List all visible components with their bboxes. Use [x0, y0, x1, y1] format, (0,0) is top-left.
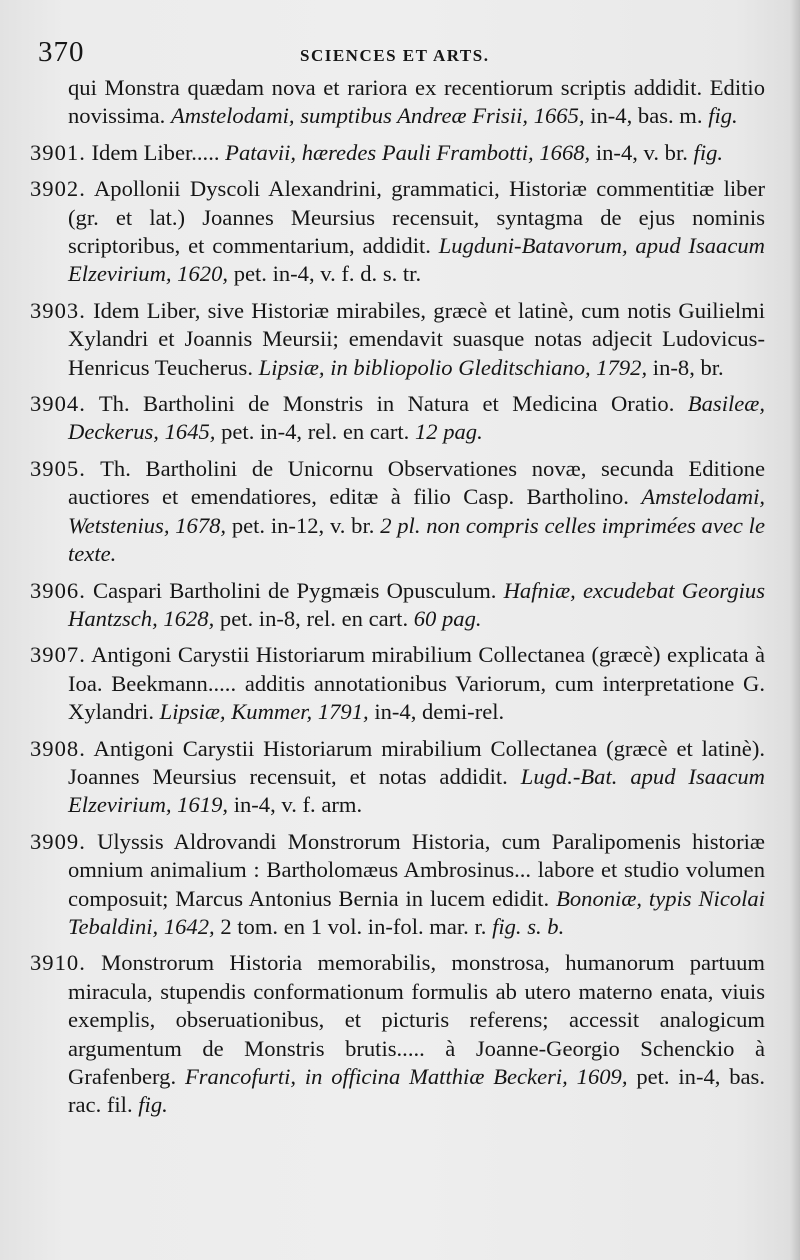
entry-number: 3901.: [30, 139, 86, 165]
entry-note: fig.: [138, 1092, 168, 1118]
entry-imprint: Lugduni-Batavorum, apud Isaacum Elzevirium, 1620,: [68, 233, 765, 287]
catalogue-entry-3906: [30, 577, 765, 634]
entry-title: Apollonii Dyscoli Alexandrini, grammatici, Historiæ commentitiæ liber (gr. et lat.) Joannes Meursius recensuit, syntagma de ejus nominis scriptoribus, et commentarium, addidit.: [68, 176, 765, 259]
entry-details: in-8, br.: [652, 354, 724, 380]
entry-title: Idem Liber.....: [91, 139, 220, 165]
entry-details: pet. in-4, v. f. d. s. tr.: [233, 261, 422, 287]
entry-number: 3910.: [30, 950, 86, 976]
running-title: SCIENCES ET ARTS.: [300, 46, 490, 65]
entry-note: 12 pag.: [414, 419, 483, 445]
entry-details: pet. in-4, bas. rac. fil.: [68, 1064, 766, 1118]
entry-details: in-4, v. br.: [595, 139, 688, 165]
page-edge-shadow: [790, 0, 800, 1260]
page-header: [38, 36, 758, 76]
catalogue-entry-continued: [30, 74, 765, 131]
entry-title: Ulyssis Aldrovandi Monstrorum Historia, cum Paralipomenis historiæ omnium animalium : Bartholomæus Ambrosinus... labore et studio volumen composuit; Marcus Antonius Bernia in lucem edidit.: [68, 828, 765, 911]
entry-number: 3907.: [30, 642, 86, 668]
entry-note: fig. s. b.: [492, 913, 565, 939]
entry-imprint: Francofurti, in officina Matthiæ Beckeri, 1609,: [184, 1064, 628, 1089]
entry-details: in-4, v. f. arm.: [233, 792, 363, 818]
entry-number: 3905.: [30, 455, 86, 481]
entry-title: Idem Liber, sive Historiæ mirabiles, græcè et latinè, cum notis Guilielmi Xylandri et Joannis Meursii; emendavit suasque notas adjecit Ludovicus-Henricus Teucherus.: [68, 297, 765, 380]
entry-title: Th. Bartholini de Monstris in Natura et Medicina Oratio.: [98, 391, 675, 417]
entry-title: Th. Bartholini de Unicornu Observationes novæ, secunda Editione auctiores et emendatiores, editæ à filio Casp. Bartholino.: [68, 455, 765, 510]
entry-details: pet. in-12, v. br.: [231, 512, 375, 538]
entry-number: 3906.: [30, 577, 86, 603]
entry-number: 3903.: [30, 297, 86, 323]
entry-number: 3904.: [30, 391, 86, 417]
entry-imprint: Lipsiæ, in bibliopolio Gleditschiano, 1792,: [258, 354, 648, 380]
entry-title: qui Monstra quædam nova et rariora ex recentiorum scriptis addidit. Editio novissima.: [68, 75, 765, 129]
entry-number: 3902.: [30, 176, 86, 202]
catalogue-entry-3901: [30, 139, 765, 167]
entry-note: fig.: [693, 139, 724, 165]
entry-details: in-4, demi-rel.: [374, 699, 505, 725]
catalogue-entry-3910: [30, 949, 765, 1119]
entry-note: 2 pl. non compris celles imprimées avec le texte.: [68, 512, 765, 567]
entry-note: 60 pag.: [413, 605, 482, 631]
entry-title: Antigoni Carystii Historiarum mirabilium Collectanea (græcè et latinè). Joannes Meursius recensuit, et notas addidit.: [68, 735, 765, 789]
entry-details: in-4, bas. m.: [590, 103, 703, 129]
catalogue-entry-3904: [30, 390, 765, 447]
entry-details: 2 tom. en 1 vol. in-fol. mar. r.: [220, 913, 487, 939]
entry-imprint: Basileæ, Deckerus, 1645,: [68, 391, 765, 445]
entry-details: pet. in-8, rel. en cart.: [219, 605, 409, 631]
entry-details: pet. in-4, rel. en cart.: [221, 419, 410, 445]
entry-number: 3908.: [30, 735, 86, 761]
entry-note: fig.: [708, 103, 738, 129]
entry-number: 3909.: [30, 828, 86, 854]
catalogue-entry-3903: [30, 297, 765, 382]
catalogue-entry-3907: [30, 641, 765, 726]
catalogue-entry-3908: [30, 735, 765, 820]
entry-imprint: Amstelodami, Wetstenius, 1678,: [68, 484, 766, 538]
entry-imprint: Lugd.-Bat. apud Isaacum Elzevirium, 1619,: [68, 763, 765, 818]
entry-title: Caspari Bartholini de Pygmæis Opusculum.: [93, 577, 497, 603]
entry-imprint: Amstelodami, sumptibus Andreæ Frisii, 1665,: [170, 103, 585, 129]
catalogue-entry-3909: [30, 828, 765, 942]
catalogue-entry-3902: [30, 175, 765, 289]
entry-imprint: Hafniæ, excudebat Georgius Hantzsch, 1628,: [68, 577, 765, 631]
entry-imprint: Bononiæ, typis Nicolai Tebaldini, 1642,: [68, 885, 766, 939]
entry-title: Monstrorum Historia memorabilis, monstrosa, humanorum partuum miracula, stupendis conformationum formulis ab utero materno enata, viuis exemplis, obseruationibus, et picturis referens; accessit analogicum argumentum de Monstris brutis..... à Joanne-Georgio Schenckio à Grafenberg.: [68, 950, 765, 1089]
entry-title: Antigoni Carystii Historiarum mirabilium Collectanea (græcè) explicata à Ioa. Beekmann..... additis annotationibus Variorum, cum interpretatione G. Xylandri.: [68, 642, 765, 725]
entry-imprint: Lipsiæ, Kummer, 1791,: [159, 699, 369, 725]
catalogue-entries: [30, 74, 765, 1128]
catalogue-entry-3905: [30, 455, 765, 569]
entry-imprint: Patavii, hæredes Pauli Frambotti, 1668,: [225, 139, 591, 165]
page-number: 370: [38, 36, 85, 68]
